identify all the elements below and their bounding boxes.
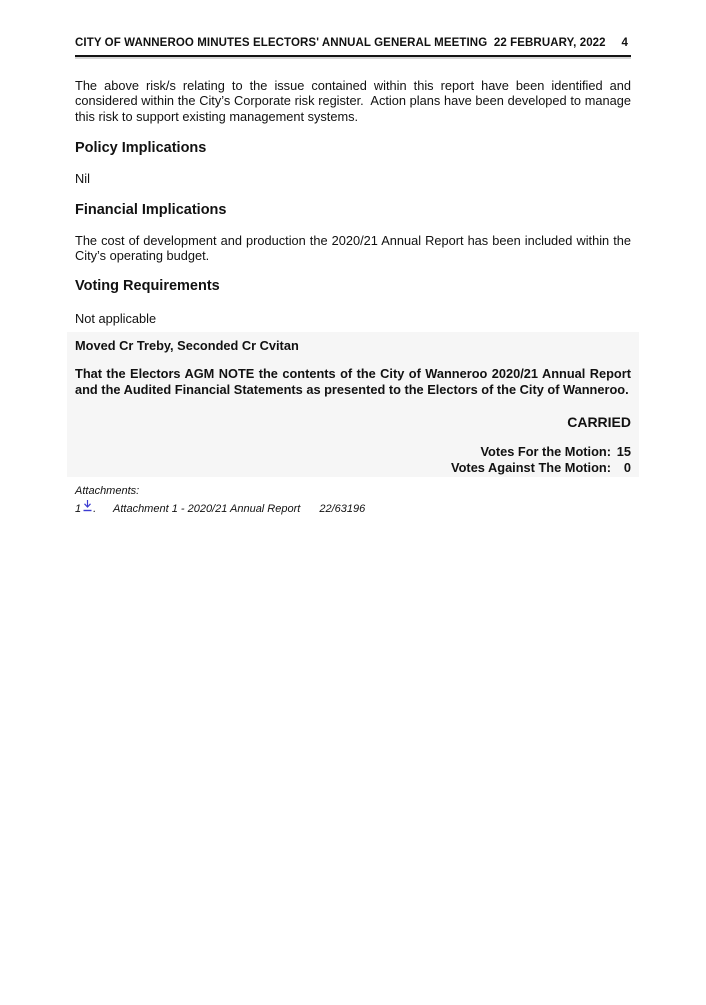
financial-implications-text: The cost of development and production the 2020/21 Annual Report has been included within the City’s operating budget. — [75, 232, 631, 264]
motion-text: That the Electors AGM NOTE the contents of the City of Wanneroo 2020/21 Annual Report and the Audited Financial Statements as presented to the Electors of the City of Wanneroo. — [75, 366, 631, 397]
section-heading-policy-implications: Policy Implications — [75, 140, 207, 157]
attachment-number-suffix: . — [93, 502, 97, 515]
header-page-number: 4 — [621, 37, 628, 49]
motion-box — [67, 332, 639, 478]
attachments-label: Attachments: — [75, 485, 140, 498]
votes-against-row — [75, 460, 631, 476]
voting-requirements-text: Not applicable — [75, 311, 157, 327]
attachment-reference: 22/63196 — [319, 502, 366, 515]
motion-moved-line: Moved Cr Treby, Seconded Cr Cvitan — [75, 337, 299, 353]
attachment-row — [75, 499, 631, 516]
header-title: CITY OF WANNEROO MINUTES ELECTORS' ANNUAL GENERAL MEETING 22 FEBRUARY, 2022 — [75, 37, 606, 49]
download-attachment-icon[interactable] — [83, 499, 92, 516]
attachment-title: Attachment 1 - 2020/21 Annual Report — [113, 502, 301, 515]
votes-against-value: 0 — [620, 459, 631, 475]
document-header — [75, 37, 631, 57]
votes-for-label: Votes For the Motion: — [480, 444, 611, 460]
attachment-number: 1 — [75, 502, 82, 515]
risk-intro-paragraph: The above risk/s relating to the issue contained within this report have been identified and considered within the City’s Corporate risk register. Action plans have been developed to manage this risk to support existing management systems. — [75, 78, 631, 124]
votes-for-value: 15 — [616, 444, 631, 460]
attachment-download-link[interactable] — [75, 499, 113, 516]
section-heading-financial-implications: Financial Implications — [75, 201, 227, 218]
votes-for-row — [75, 444, 631, 460]
policy-implications-text: Nil — [75, 171, 90, 187]
votes-against-label: Votes Against The Motion: — [451, 459, 611, 475]
motion-result: CARRIED — [567, 414, 631, 431]
section-heading-voting-requirements: Voting Requirements — [75, 278, 220, 295]
